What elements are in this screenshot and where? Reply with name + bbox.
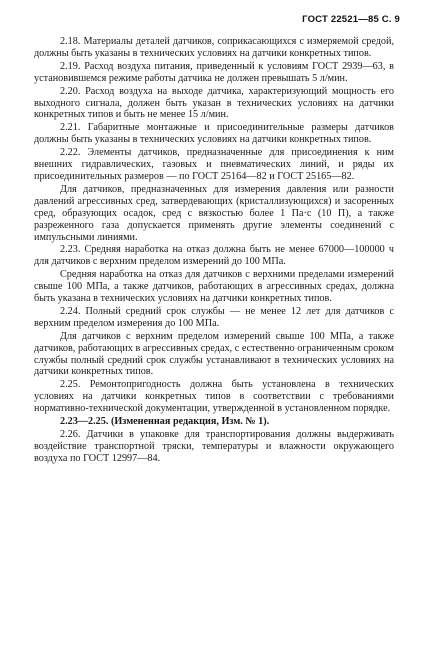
amendment-note: 2.23—2.25. (Измененная редакция, Изм. № 1). [60, 416, 270, 428]
paragraph-2-19: 2.19. Расход воздуха питания, приведенный к условиям ГОСТ 2939—63, в установившемся режиме работы датчика не должен превышать 5 л/мин. [34, 60, 394, 84]
paragraph-2-25: 2.25. Ремонтопригодность должна быть установлена в технических условиях на датчики конкретных типов в соответствии с требованиями нормативно-технической документации, утвержденной в установленном порядке. [34, 379, 394, 415]
paragraph-2-20: 2.20. Расход воздуха на выходе датчика, характеризующий мощность его выходного сигнала, должен быть указан в технических условиях на датчики конкретных типов и быть не менее 15 л/мин. [34, 85, 394, 121]
paragraph-2-22-note: Для датчиков, предназначенных для измерения давления или разности давлений агрессивных сред, затвердевающих (кристаллизующихся) и засоренных сред, образующих осадок, сред с вязкостью более 1 Па·с (10 П), а также разреженного газа допускается применять другие элементы соединений с импульсными линиями. [34, 183, 394, 243]
paragraph-2-24-note: Для датчиков с верхним пределом измерений свыше 100 МПа, а также датчиков, работающих в агрессивных средах, с естественно ограниченным сроком службы полный средний срок службы устанавливают в технических условиях на датчики конкретных типов. [34, 330, 394, 378]
paragraph-2-21: 2.21. Габаритные монтажные и присоединительные размеры датчиков должны быть указаны в технических условиях на датчики конкретных типов. [34, 122, 394, 146]
document-body [34, 36, 394, 465]
paragraph-2-18: 2.18. Материалы деталей датчиков, соприкасающихся с измеряемой средой, должны быть указаны в технических условиях на датчики конкретных типов. [34, 36, 394, 59]
paragraph-2-24: 2.24. Полный средний срок службы — не менее 12 лет для датчиков с верхним пределом измерения до 100 МПа. [34, 305, 394, 329]
paragraph-2-23: 2.23. Средняя наработка на отказ должна быть не менее 67000—100000 ч для датчиков с верхним пределом измерений до 100 МПа. [34, 244, 394, 268]
paragraph-2-22: 2.22. Элементы датчиков, предназначенные для присоединения к ним внешних гидравлических, газовых и пневматических линий, и ряды их присоединительных размеров — по ГОСТ 25164—82 и ГОСТ 25165—82. [34, 147, 394, 182]
paragraph-2-26: 2.26. Датчики в упаковке для транспортирования должны выдерживать воздействие транспортной тряски, температуры и влажности окружающего воздуха по ГОСТ 12997—84. [34, 429, 394, 464]
page-header: ГОСТ 22521—85 С. 9 [302, 14, 400, 25]
paragraph-2-23-note: Средняя наработка на отказ для датчиков с верхними пределами измерений свыше 100 МПа, а также датчиков, работающих в агрессивных средах, должна быть указана в технических условиях на датчики конкретных типов. [34, 269, 394, 305]
